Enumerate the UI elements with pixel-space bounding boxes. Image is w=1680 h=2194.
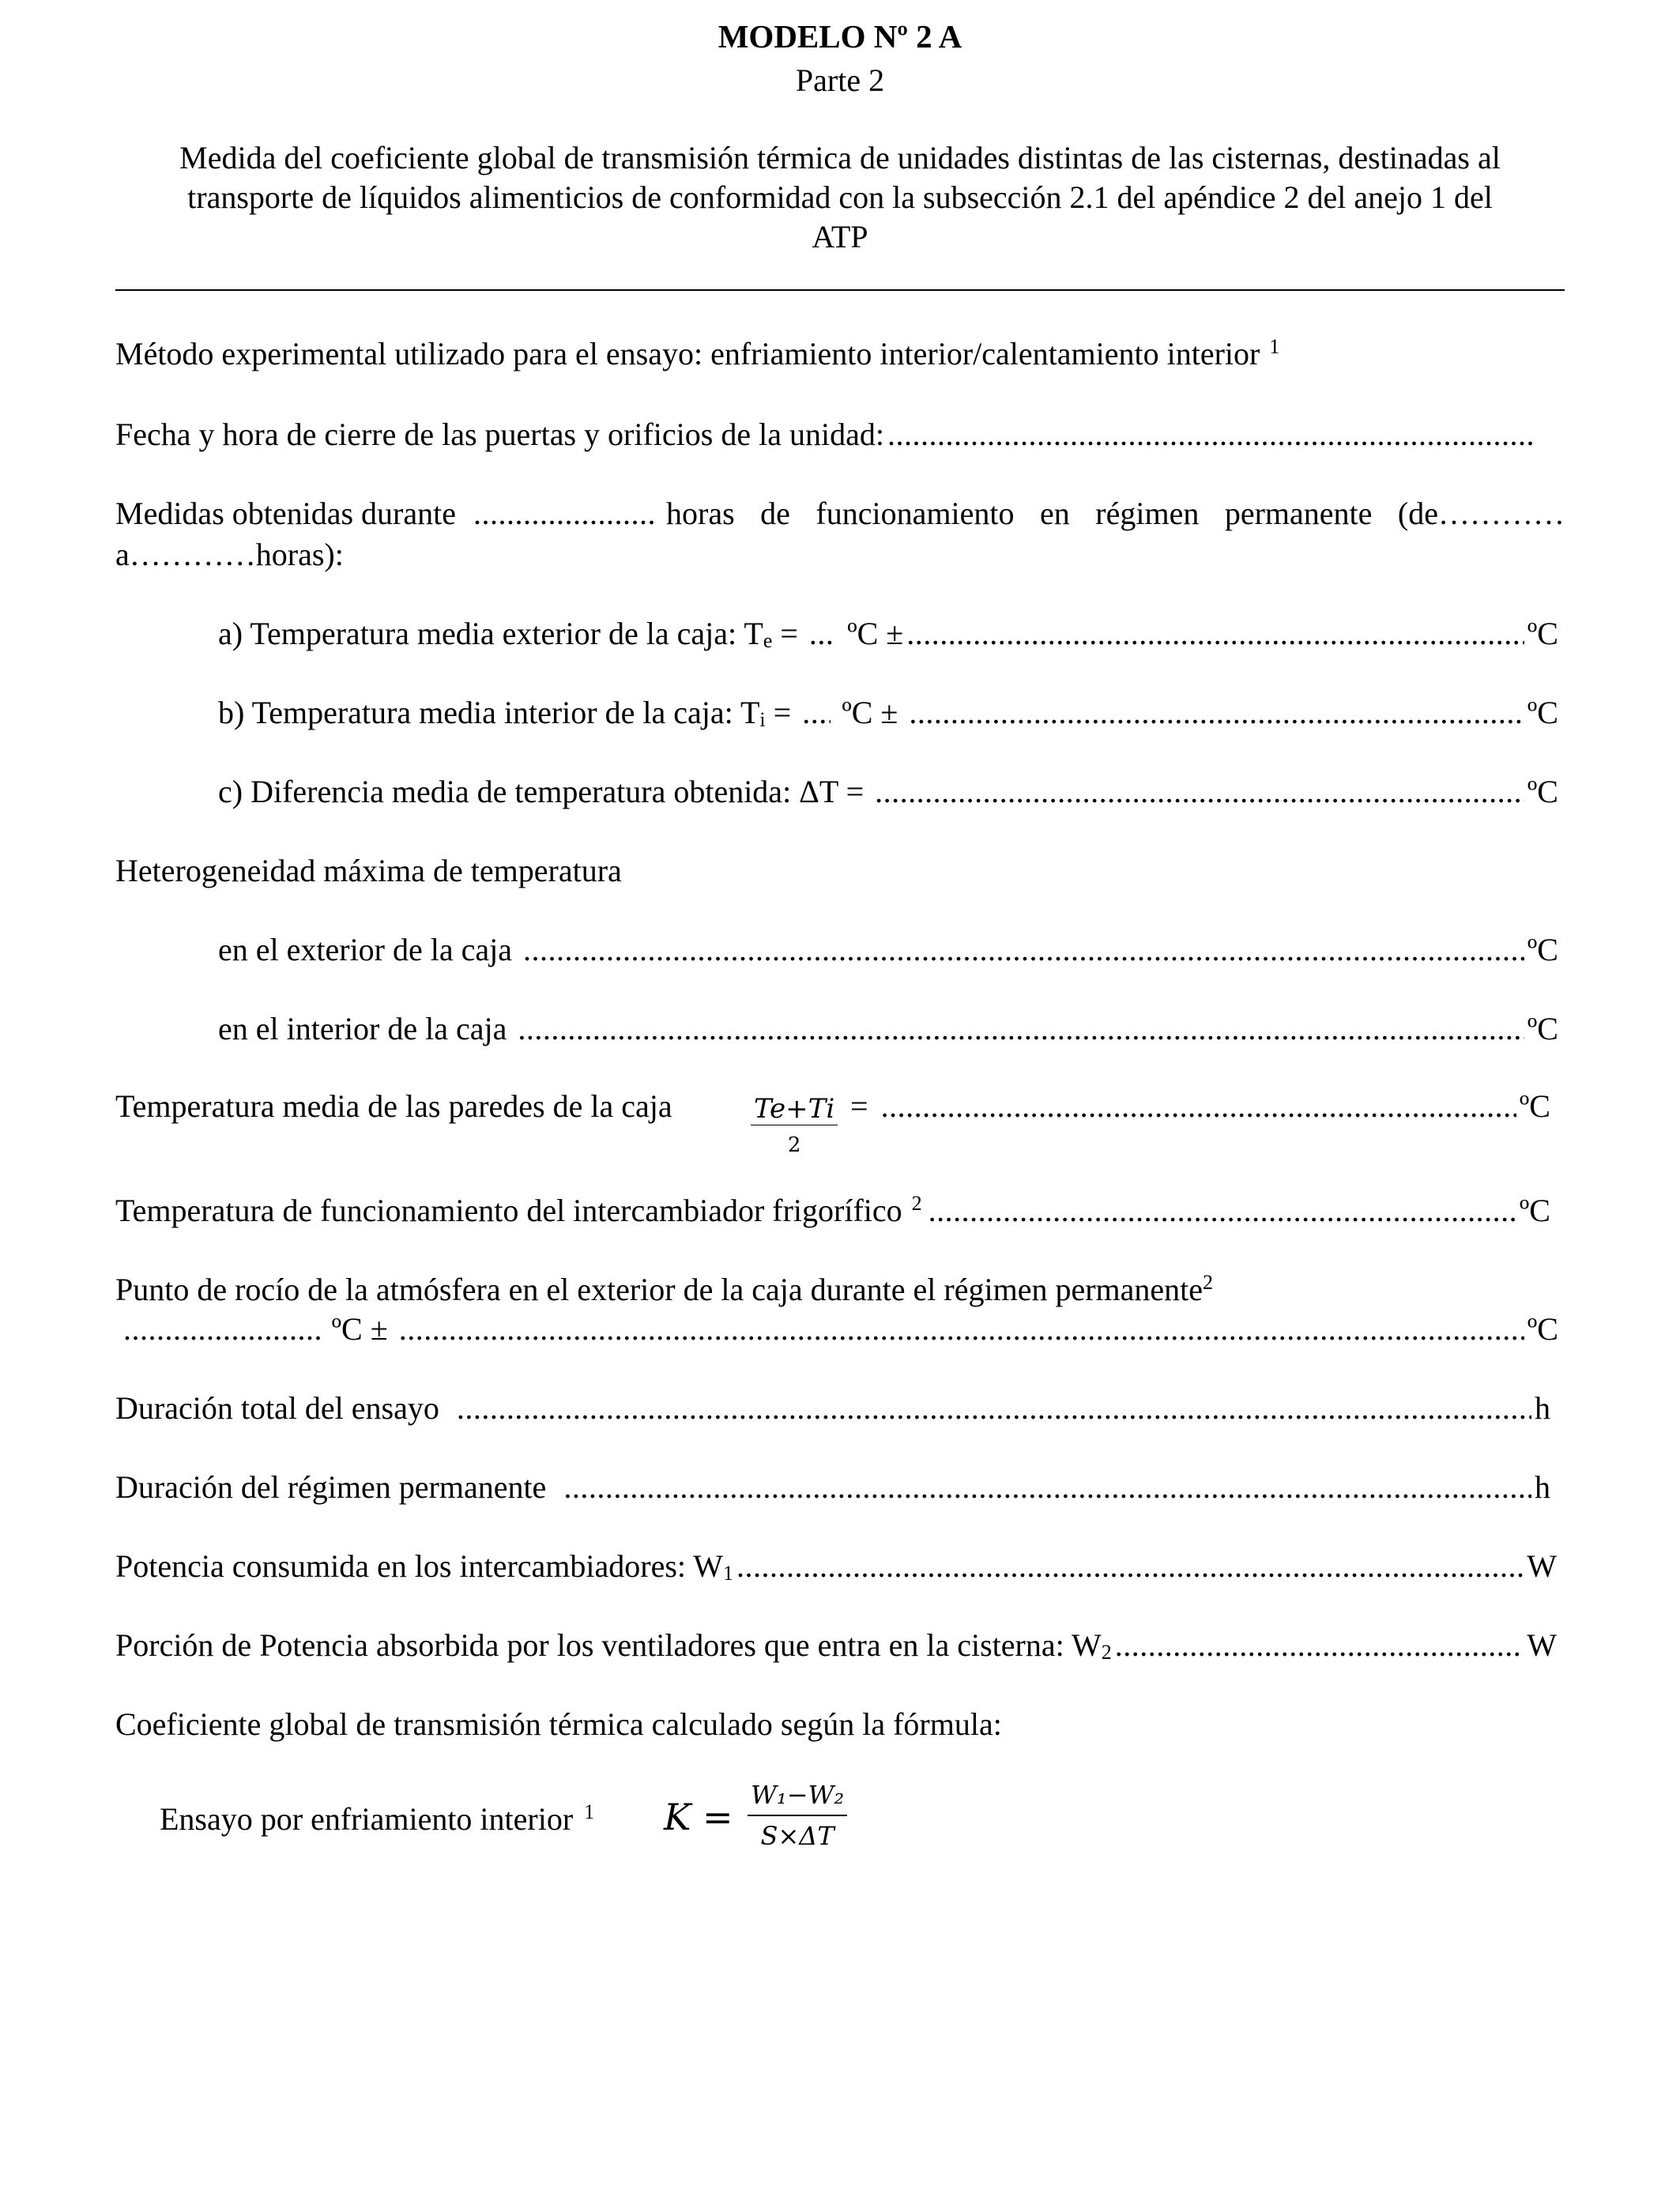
coef-heading: Coeficiente global de transmisión térmica calculado según la fórmula: — [115, 1706, 1002, 1742]
header-divider — [115, 289, 1565, 291]
temp-ext-label: a) Temperatura media exterior de la caja: T — [218, 616, 763, 651]
temp-int-mid: ºC ± — [842, 695, 898, 730]
measures-line-2: a…………horas): — [115, 537, 344, 572]
temp-diff-unit: ºC — [1527, 774, 1558, 809]
hetero-int-row — [218, 1013, 1558, 1045]
power-fans-unit: W — [1527, 1627, 1557, 1663]
test-row: Ensayo por enfriamiento interior $^1$ — [160, 1800, 595, 1837]
dewpoint-row: Punto de rocío de la atmósfera en el exterior de la caja durante el régimen permanente $^2$ — [115, 1271, 1214, 1307]
dewpoint-unit: ºC — [1527, 1311, 1558, 1347]
dewpoint-value-field[interactable] — [123, 1314, 322, 1345]
walls-formula — [751, 1089, 838, 1157]
test-label: Ensayo por enfriamiento interior — [160, 1801, 574, 1837]
walls-field[interactable] — [881, 1091, 1516, 1122]
closing-row — [115, 419, 1538, 450]
exchanger-unit: ºC — [1519, 1193, 1550, 1228]
hetero-ext-field[interactable] — [523, 934, 1524, 966]
dewpoint-values-row — [123, 1311, 1558, 1347]
hetero-int-field[interactable] — [518, 1013, 1524, 1045]
subtitle-line-3: ATP — [812, 219, 868, 254]
total-duration-label: Duración total del ensayo — [115, 1390, 439, 1426]
walls-formula-numerator: Te+Ti — [751, 1093, 838, 1125]
steady-duration-unit: h — [1535, 1469, 1550, 1505]
total-duration-row — [115, 1390, 1550, 1426]
power-fans-label: Porción de Potencia absorbida por los ventiladores que entra en la cisterna: W — [115, 1627, 1102, 1663]
temp-ext-row: a) Temperatura media exterior de la caja: T $_e$ = ..... ºC ± ..... ºC — [218, 618, 1558, 650]
hetero-ext-row — [218, 934, 1558, 966]
walls-unit: ºC — [1519, 1088, 1550, 1124]
walls-eq: = — [850, 1088, 868, 1124]
measures-label: Medidas obtenidas durante — [115, 496, 456, 531]
exchanger-label: Temperatura de funcionamiento del intercambiador frigorífico — [115, 1193, 902, 1228]
steady-duration-label: Duración del régimen permanente — [115, 1469, 547, 1505]
dewpoint-mid: ºC ± — [331, 1311, 388, 1347]
temp-int-label: b) Temperatura media interior de la caja: T — [218, 695, 760, 730]
hetero-ext-label: en el exterior de la caja — [218, 932, 512, 967]
temp-diff-field[interactable] — [875, 776, 1524, 808]
measures-label-2: horas de funcionamiento en régimen permanente (de………… — [666, 496, 1565, 531]
temp-int-row: b) Temperatura media interior de la caja: T $_i$ = ..... ºC ± ..... ºC — [218, 697, 1558, 729]
hetero-heading: Heterogeneidad máxima de temperatura — [115, 853, 622, 888]
temp-ext-eq: = — [780, 616, 798, 651]
k-formula-denominator: S×ΔT — [760, 1821, 834, 1851]
temp-int-value-field[interactable] — [802, 697, 831, 729]
walls-row — [850, 1088, 1550, 1124]
power-fans-row: Porción de Potencia absorbida por los ventiladores que entra en la cisterna: W $_2$ ..... W — [115, 1630, 1557, 1661]
k-formula-fraction — [748, 1780, 847, 1851]
power-fans-field[interactable] — [1115, 1630, 1524, 1661]
dewpoint-label: Punto de rocío de la atmósfera en el exterior de la caja durante el régimen permanente — [115, 1272, 1203, 1307]
subtitle-line-2: transporte de líquidos alimenticios de conformidad con la subsección 2.1 del apéndice 2 del anejo 1 del — [187, 179, 1493, 215]
measures-row — [115, 498, 1565, 530]
total-duration-field[interactable] — [457, 1393, 1531, 1424]
power-exch-label: Potencia consumida en los intercambiadores: W — [115, 1548, 724, 1584]
method-text: Método experimental utilizado para el ensayo: enfriamiento interior/calentamiento interior — [115, 336, 1260, 371]
closing-date-field[interactable] — [887, 419, 1535, 450]
subtitle-line-1: Medida del coeficiente global de transmisión térmica de unidades distintas de las cisternas, destinadas al — [179, 140, 1501, 175]
power-exch-unit: W — [1527, 1548, 1557, 1584]
document-part: Parte 2 — [795, 62, 885, 98]
hetero-int-unit: ºC — [1527, 1011, 1558, 1046]
dewpoint-tolerance-field[interactable] — [399, 1314, 1524, 1345]
walls-formula-denominator: 2 — [787, 1133, 801, 1157]
temp-ext-unit: ºC — [1527, 616, 1558, 651]
temp-int-unit: ºC — [1527, 695, 1558, 730]
method-row: Método experimental utilizado para el ensayo: enfriamiento interior/calentamiento interior $^1$ — [115, 335, 1280, 371]
temp-int-tolerance-field[interactable] — [909, 697, 1524, 729]
document-title: MODELO Nº 2 A — [718, 18, 962, 55]
k-formula-numerator: W₁−W₂ — [748, 1780, 847, 1816]
power-exch-field[interactable] — [736, 1551, 1524, 1582]
walls-label: Temperatura media de las paredes de la caja — [115, 1088, 672, 1124]
closing-label: Fecha y hora de cierre de las puertas y orificios de la unidad: — [115, 417, 884, 452]
temp-diff-row — [218, 776, 1558, 808]
total-duration-unit: h — [1535, 1390, 1550, 1426]
k-formula-lhs: K = — [664, 1796, 733, 1838]
exchanger-field[interactable] — [929, 1195, 1516, 1227]
exchanger-row: Temperatura de funcionamiento del intercambiador frigorífico $^2$ ..... ºC — [115, 1195, 1550, 1227]
measures-hours-field[interactable] — [473, 498, 655, 530]
temp-diff-label: c) Diferencia media de temperatura obtenida: ΔT = — [218, 774, 864, 809]
steady-duration-field[interactable] — [563, 1472, 1531, 1503]
steady-duration-row — [115, 1469, 1550, 1505]
temp-ext-mid: ºC ± — [847, 616, 904, 651]
temp-ext-value-field[interactable] — [809, 618, 836, 650]
temp-ext-tolerance-field[interactable] — [906, 618, 1524, 650]
hetero-int-label: en el interior de la caja — [218, 1011, 507, 1046]
temp-int-eq: = — [773, 695, 792, 730]
power-exch-row: Potencia consumida en los intercambiadores: W $_1$ ..... W — [115, 1551, 1557, 1582]
hetero-ext-unit: ºC — [1527, 932, 1558, 967]
